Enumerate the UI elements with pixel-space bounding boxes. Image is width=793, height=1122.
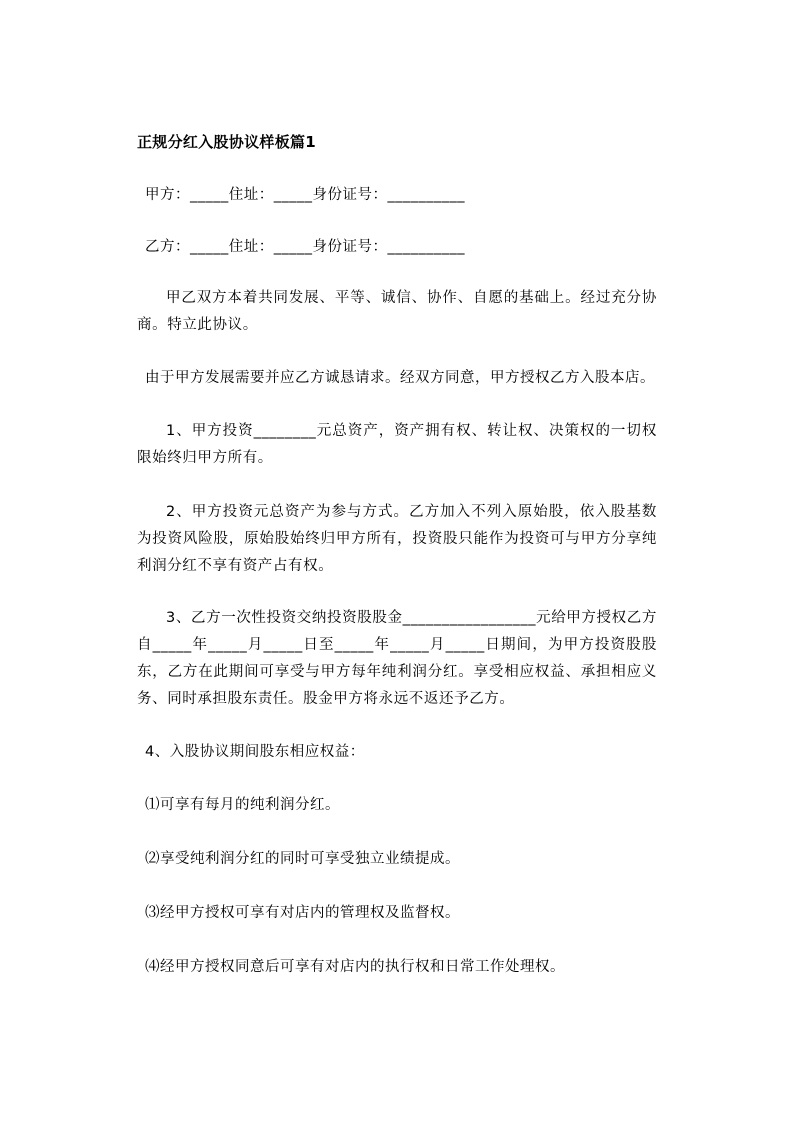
- intro-paragraph: 甲乙双方本着共同发展、平等、诚信、协作、自愿的基础上。经过充分协商。特立此协议。: [137, 290, 657, 333]
- clause-2: 2、甲方投资元总资产为参与方式。乙方加入不列入原始股，依入股基数为投资风险股，原始股始终归甲方所有，投资股只能作为投资可与甲方分享纯利润分红不享有资产占有权。: [137, 504, 657, 574]
- party-a-line: 甲方：_____住址：_____身份证号：__________: [145, 187, 465, 203]
- clause-1: 1、甲方投资________元总资产，资产拥有权、转让权、决策权的一切权限始终归甲方所有。: [137, 423, 657, 466]
- right-3: ⑶经甲方授权可享有对店内的管理权及监督权。: [145, 905, 460, 921]
- document-title: 正规分红入股协议样板篇1: [137, 133, 317, 151]
- reason-paragraph: 由于甲方发展需要并应乙方诚恳请求。经双方同意，甲方授权乙方入股本店。: [145, 370, 655, 386]
- right-4: ⑷经甲方授权同意后可享有对店内的执行权和日常工作处理权。: [145, 959, 565, 975]
- clause-4: 4、入股协议期间股东相应权益：: [145, 744, 365, 760]
- right-2: ⑵享受纯利润分红的同时可享受独立业绩提成。: [145, 851, 460, 867]
- party-b-line: 乙方：_____住址：_____身份证号：__________: [145, 239, 465, 255]
- right-1: ⑴可享有每月的纯利润分红。: [145, 797, 340, 813]
- clause-3: 3、乙方一次性投资交纳投资股股金_________________元给甲方授权乙方自_____年_____月_____日至_____年_____月_____日期间，为甲方投资股股东，乙方在此期间可享受与甲方每年纯利润分红。享受相应权益、承担相应义务、同时承担股东责任。股金甲方将永远不返还予乙方。: [137, 610, 657, 707]
